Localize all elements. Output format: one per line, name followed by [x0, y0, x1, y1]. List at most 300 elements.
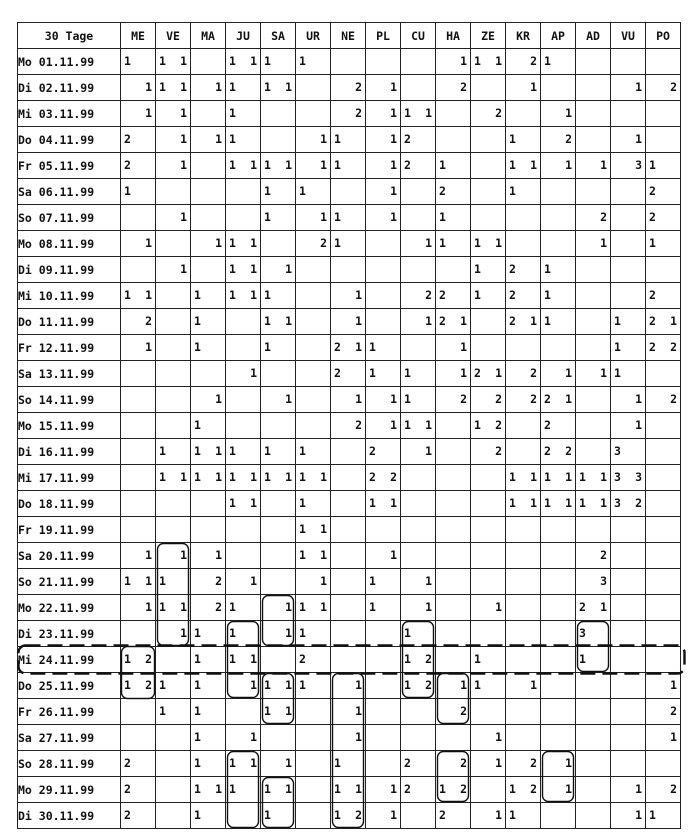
value-right: 1: [145, 574, 152, 588]
value-cell: [541, 777, 576, 803]
value-cell: [156, 127, 191, 153]
value-left: 1: [544, 262, 551, 276]
value-left: 1: [509, 158, 516, 172]
value-cell: [611, 543, 646, 569]
value-right: 1: [495, 236, 502, 250]
value-left: 1: [544, 288, 551, 302]
value-cell: [541, 439, 576, 465]
value-cell: [471, 465, 506, 491]
value-cell: [471, 101, 506, 127]
value-left: 3: [614, 470, 621, 484]
value-left: 1: [264, 80, 271, 94]
value-left: 2: [404, 756, 411, 770]
value-right: 1: [355, 678, 362, 692]
value-left: 1: [299, 470, 306, 484]
value-cell: [331, 231, 366, 257]
value-left: 1: [194, 418, 201, 432]
value-cell: [506, 595, 541, 621]
value-cell: [541, 673, 576, 699]
value-cell: [226, 803, 261, 829]
value-right: 1: [460, 340, 467, 354]
value-cell: [401, 777, 436, 803]
table-row: [18, 75, 681, 101]
value-cell: [261, 127, 296, 153]
value-cell: [576, 517, 611, 543]
table-row: [18, 569, 681, 595]
value-cell: [261, 257, 296, 283]
value-cell: [436, 699, 471, 725]
value-left: 1: [334, 808, 341, 822]
value-left: 1: [474, 236, 481, 250]
value-right: 2: [565, 444, 572, 458]
value-cell: [296, 491, 331, 517]
value-right: 1: [565, 756, 572, 770]
value-cell: [366, 283, 401, 309]
value-right: 1: [215, 236, 222, 250]
value-right: 1: [285, 262, 292, 276]
value-cell: [296, 543, 331, 569]
value-cell: [191, 491, 226, 517]
value-cell: [646, 153, 681, 179]
value-cell: [471, 257, 506, 283]
value-right: 1: [530, 80, 537, 94]
value-cell: [541, 153, 576, 179]
value-right: 1: [180, 626, 187, 640]
value-cell: [576, 335, 611, 361]
value-right: 1: [530, 314, 537, 328]
value-cell: [331, 569, 366, 595]
value-cell: [331, 75, 366, 101]
table-row: [18, 465, 681, 491]
value-left: 1: [229, 782, 236, 796]
value-left: 1: [474, 288, 481, 302]
value-cell: [261, 361, 296, 387]
value-cell: [331, 309, 366, 335]
value-cell: [436, 309, 471, 335]
value-left: 1: [474, 418, 481, 432]
value-right: 1: [145, 340, 152, 354]
value-right: 1: [390, 808, 397, 822]
value-left: 1: [334, 210, 341, 224]
value-cell: [471, 361, 506, 387]
value-cell: [646, 517, 681, 543]
value-left: 1: [544, 496, 551, 510]
value-left: 3: [614, 496, 621, 510]
value-left: 2: [544, 392, 551, 406]
value-cell: [646, 699, 681, 725]
value-left: 1: [614, 340, 621, 354]
value-cell: [576, 387, 611, 413]
value-cell: [436, 517, 471, 543]
value-right: 1: [250, 678, 257, 692]
value-right: 1: [425, 314, 432, 328]
value-left: 1: [439, 210, 446, 224]
value-left: 1: [229, 756, 236, 770]
table-row: [18, 647, 681, 673]
value-left: 1: [194, 314, 201, 328]
value-right: 2: [320, 236, 327, 250]
value-left: 1: [649, 808, 656, 822]
value-cell: [191, 153, 226, 179]
value-right: 1: [215, 132, 222, 146]
value-cell: [191, 673, 226, 699]
value-right: 1: [390, 184, 397, 198]
value-cell: [296, 387, 331, 413]
value-cell: [191, 803, 226, 829]
value-cell: [506, 621, 541, 647]
value-right: 1: [285, 678, 292, 692]
value-right: 2: [145, 314, 152, 328]
value-cell: [156, 335, 191, 361]
value-left: 2: [544, 418, 551, 432]
value-cell: [121, 309, 156, 335]
value-left: 1: [544, 314, 551, 328]
value-left: 1: [299, 600, 306, 614]
value-cell: [471, 647, 506, 673]
value-cell: [401, 803, 436, 829]
value-right: 1: [250, 496, 257, 510]
value-right: 1: [355, 288, 362, 302]
value-right: 1: [215, 548, 222, 562]
value-cell: [331, 621, 366, 647]
value-left: 1: [264, 184, 271, 198]
value-left: 1: [474, 652, 481, 666]
value-cell: [331, 595, 366, 621]
value-left: 1: [194, 444, 201, 458]
value-right: 1: [250, 288, 257, 302]
value-left: 1: [264, 314, 271, 328]
column-header-po: PO: [646, 23, 681, 49]
value-cell: [366, 309, 401, 335]
value-cell: [226, 361, 261, 387]
value-right: 1: [145, 80, 152, 94]
value-left: 1: [229, 236, 236, 250]
value-cell: [191, 413, 226, 439]
value-right: 1: [460, 678, 467, 692]
value-left: 1: [229, 626, 236, 640]
value-left: 2: [299, 652, 306, 666]
value-cell: [296, 777, 331, 803]
value-cell: [156, 231, 191, 257]
value-cell: [471, 569, 506, 595]
value-cell: [541, 647, 576, 673]
value-cell: [296, 439, 331, 465]
value-right: 1: [285, 704, 292, 718]
value-right: 2: [425, 288, 432, 302]
value-cell: [576, 777, 611, 803]
value-right: 2: [145, 652, 152, 666]
value-cell: [541, 205, 576, 231]
value-cell: [506, 335, 541, 361]
value-cell: [191, 543, 226, 569]
value-cell: [226, 491, 261, 517]
value-cell: [611, 803, 646, 829]
value-right: 1: [320, 210, 327, 224]
value-right: 1: [495, 366, 502, 380]
value-cell: [261, 387, 296, 413]
value-cell: [401, 309, 436, 335]
date-cell: Mi 10.11.99: [18, 283, 121, 309]
value-left: 2: [404, 158, 411, 172]
value-cell: [646, 335, 681, 361]
value-cell: [646, 361, 681, 387]
value-cell: [156, 309, 191, 335]
value-cell: [366, 75, 401, 101]
value-cell: [401, 283, 436, 309]
value-left: 1: [509, 782, 516, 796]
value-left: 1: [159, 574, 166, 588]
column-header-kr: KR: [506, 23, 541, 49]
value-left: 1: [264, 782, 271, 796]
value-right: 2: [530, 756, 537, 770]
value-left: 1: [194, 470, 201, 484]
value-right: 1: [320, 548, 327, 562]
value-right: 1: [390, 158, 397, 172]
value-cell: [226, 543, 261, 569]
value-right: 1: [635, 132, 642, 146]
value-cell: [541, 127, 576, 153]
value-cell: [436, 621, 471, 647]
value-cell: [506, 777, 541, 803]
value-left: 1: [194, 288, 201, 302]
value-cell: [506, 543, 541, 569]
value-cell: [226, 465, 261, 491]
value-left: 2: [509, 262, 516, 276]
value-cell: [296, 335, 331, 361]
value-cell: [471, 49, 506, 75]
value-cell: [191, 49, 226, 75]
value-cell: [646, 491, 681, 517]
value-cell: [261, 153, 296, 179]
value-cell: [611, 49, 646, 75]
value-left: 1: [229, 132, 236, 146]
value-right: 2: [530, 782, 537, 796]
date-cell: So 07.11.99: [18, 205, 121, 231]
value-cell: [506, 49, 541, 75]
value-cell: [156, 751, 191, 777]
value-cell: [331, 101, 366, 127]
value-left: 1: [614, 366, 621, 380]
value-cell: [436, 127, 471, 153]
value-left: 1: [509, 470, 516, 484]
value-left: 1: [474, 678, 481, 692]
value-cell: [611, 673, 646, 699]
value-cell: [191, 387, 226, 413]
value-cell: [506, 569, 541, 595]
daily-count-table: [17, 22, 681, 829]
value-cell: [436, 387, 471, 413]
value-right: 2: [425, 652, 432, 666]
value-cell: [541, 725, 576, 751]
value-cell: [541, 231, 576, 257]
value-left: 1: [509, 496, 516, 510]
value-cell: [576, 803, 611, 829]
value-right: 1: [425, 106, 432, 120]
value-left: 3: [579, 626, 586, 640]
value-cell: [261, 777, 296, 803]
value-cell: [471, 621, 506, 647]
table-row: [18, 491, 681, 517]
value-cell: [611, 517, 646, 543]
value-cell: [436, 751, 471, 777]
value-cell: [401, 49, 436, 75]
table-row: [18, 387, 681, 413]
value-right: 1: [180, 54, 187, 68]
value-cell: [436, 205, 471, 231]
value-left: 1: [264, 704, 271, 718]
value-left: 1: [299, 184, 306, 198]
value-cell: [541, 699, 576, 725]
value-cell: [191, 101, 226, 127]
value-cell: [611, 439, 646, 465]
value-left: 1: [264, 340, 271, 354]
value-left: 1: [334, 236, 341, 250]
value-cell: [261, 439, 296, 465]
value-cell: [121, 621, 156, 647]
value-left: 1: [264, 470, 271, 484]
value-cell: [506, 465, 541, 491]
date-cell: Di 23.11.99: [18, 621, 121, 647]
value-cell: [541, 413, 576, 439]
value-cell: [226, 777, 261, 803]
value-cell: [541, 595, 576, 621]
value-right: 1: [180, 548, 187, 562]
value-left: 1: [474, 54, 481, 68]
table-row: [18, 361, 681, 387]
value-left: 2: [404, 782, 411, 796]
value-left: 1: [544, 470, 551, 484]
value-cell: [506, 803, 541, 829]
value-right: 1: [565, 392, 572, 406]
value-cell: [191, 439, 226, 465]
value-cell: [261, 595, 296, 621]
value-cell: [226, 309, 261, 335]
value-cell: [226, 153, 261, 179]
value-right: 1: [250, 236, 257, 250]
value-cell: [471, 179, 506, 205]
value-cell: [296, 465, 331, 491]
value-cell: [541, 621, 576, 647]
value-right: 1: [390, 418, 397, 432]
value-cell: [366, 205, 401, 231]
value-right: 1: [425, 444, 432, 458]
value-cell: [156, 725, 191, 751]
table-row: [18, 231, 681, 257]
table-row: [18, 777, 681, 803]
value-right: 1: [495, 808, 502, 822]
value-right: 2: [355, 80, 362, 94]
value-cell: [296, 179, 331, 205]
value-right: 2: [495, 444, 502, 458]
value-cell: [471, 543, 506, 569]
value-right: 1: [670, 314, 677, 328]
value-cell: [576, 205, 611, 231]
value-cell: [611, 309, 646, 335]
date-cell: Mi 03.11.99: [18, 101, 121, 127]
value-left: 1: [579, 496, 586, 510]
value-left: 2: [509, 288, 516, 302]
date-cell: Fr 26.11.99: [18, 699, 121, 725]
date-cell: So 28.11.99: [18, 751, 121, 777]
value-right: 1: [250, 652, 257, 666]
table-row: [18, 179, 681, 205]
value-left: 2: [334, 340, 341, 354]
value-left: 2: [369, 470, 376, 484]
value-cell: [541, 543, 576, 569]
value-cell: [261, 49, 296, 75]
value-right: 1: [320, 158, 327, 172]
value-cell: [436, 101, 471, 127]
value-left: 2: [124, 132, 131, 146]
value-cell: [611, 777, 646, 803]
value-cell: [401, 439, 436, 465]
value-cell: [646, 49, 681, 75]
value-cell: [366, 517, 401, 543]
value-cell: [576, 465, 611, 491]
value-right: 1: [250, 730, 257, 744]
value-cell: [331, 127, 366, 153]
value-cell: [541, 751, 576, 777]
value-right: 1: [215, 392, 222, 406]
value-cell: [471, 231, 506, 257]
value-cell: [226, 127, 261, 153]
value-right: 1: [600, 496, 607, 510]
value-cell: [436, 283, 471, 309]
value-cell: [366, 413, 401, 439]
value-cell: [436, 725, 471, 751]
value-right: 1: [145, 236, 152, 250]
value-right: 1: [390, 106, 397, 120]
value-right: 1: [355, 340, 362, 354]
value-cell: [366, 361, 401, 387]
value-cell: [436, 257, 471, 283]
value-left: 1: [299, 678, 306, 692]
value-cell: [156, 179, 191, 205]
value-cell: [366, 387, 401, 413]
value-left: 2: [124, 808, 131, 822]
value-right: 1: [530, 496, 537, 510]
value-left: 2: [124, 158, 131, 172]
value-right: 2: [670, 80, 677, 94]
value-cell: [646, 387, 681, 413]
value-left: 1: [124, 652, 131, 666]
value-right: 2: [530, 54, 537, 68]
value-left: 2: [439, 808, 446, 822]
value-cell: [261, 283, 296, 309]
value-right: 2: [495, 392, 502, 406]
value-cell: [296, 309, 331, 335]
value-left: 1: [194, 730, 201, 744]
value-cell: [156, 257, 191, 283]
value-left: 1: [334, 782, 341, 796]
value-cell: [576, 699, 611, 725]
value-left: 1: [299, 548, 306, 562]
value-right: 2: [425, 678, 432, 692]
date-cell: Do 04.11.99: [18, 127, 121, 153]
value-cell: [331, 491, 366, 517]
value-cell: [471, 803, 506, 829]
value-cell: [121, 569, 156, 595]
value-cell: [226, 621, 261, 647]
column-header-pl: PL: [366, 23, 401, 49]
value-cell: [471, 751, 506, 777]
value-left: 1: [299, 626, 306, 640]
table-row: [18, 257, 681, 283]
value-cell: [331, 699, 366, 725]
value-cell: [611, 179, 646, 205]
date-cell: Do 25.11.99: [18, 673, 121, 699]
value-right: 1: [250, 756, 257, 770]
